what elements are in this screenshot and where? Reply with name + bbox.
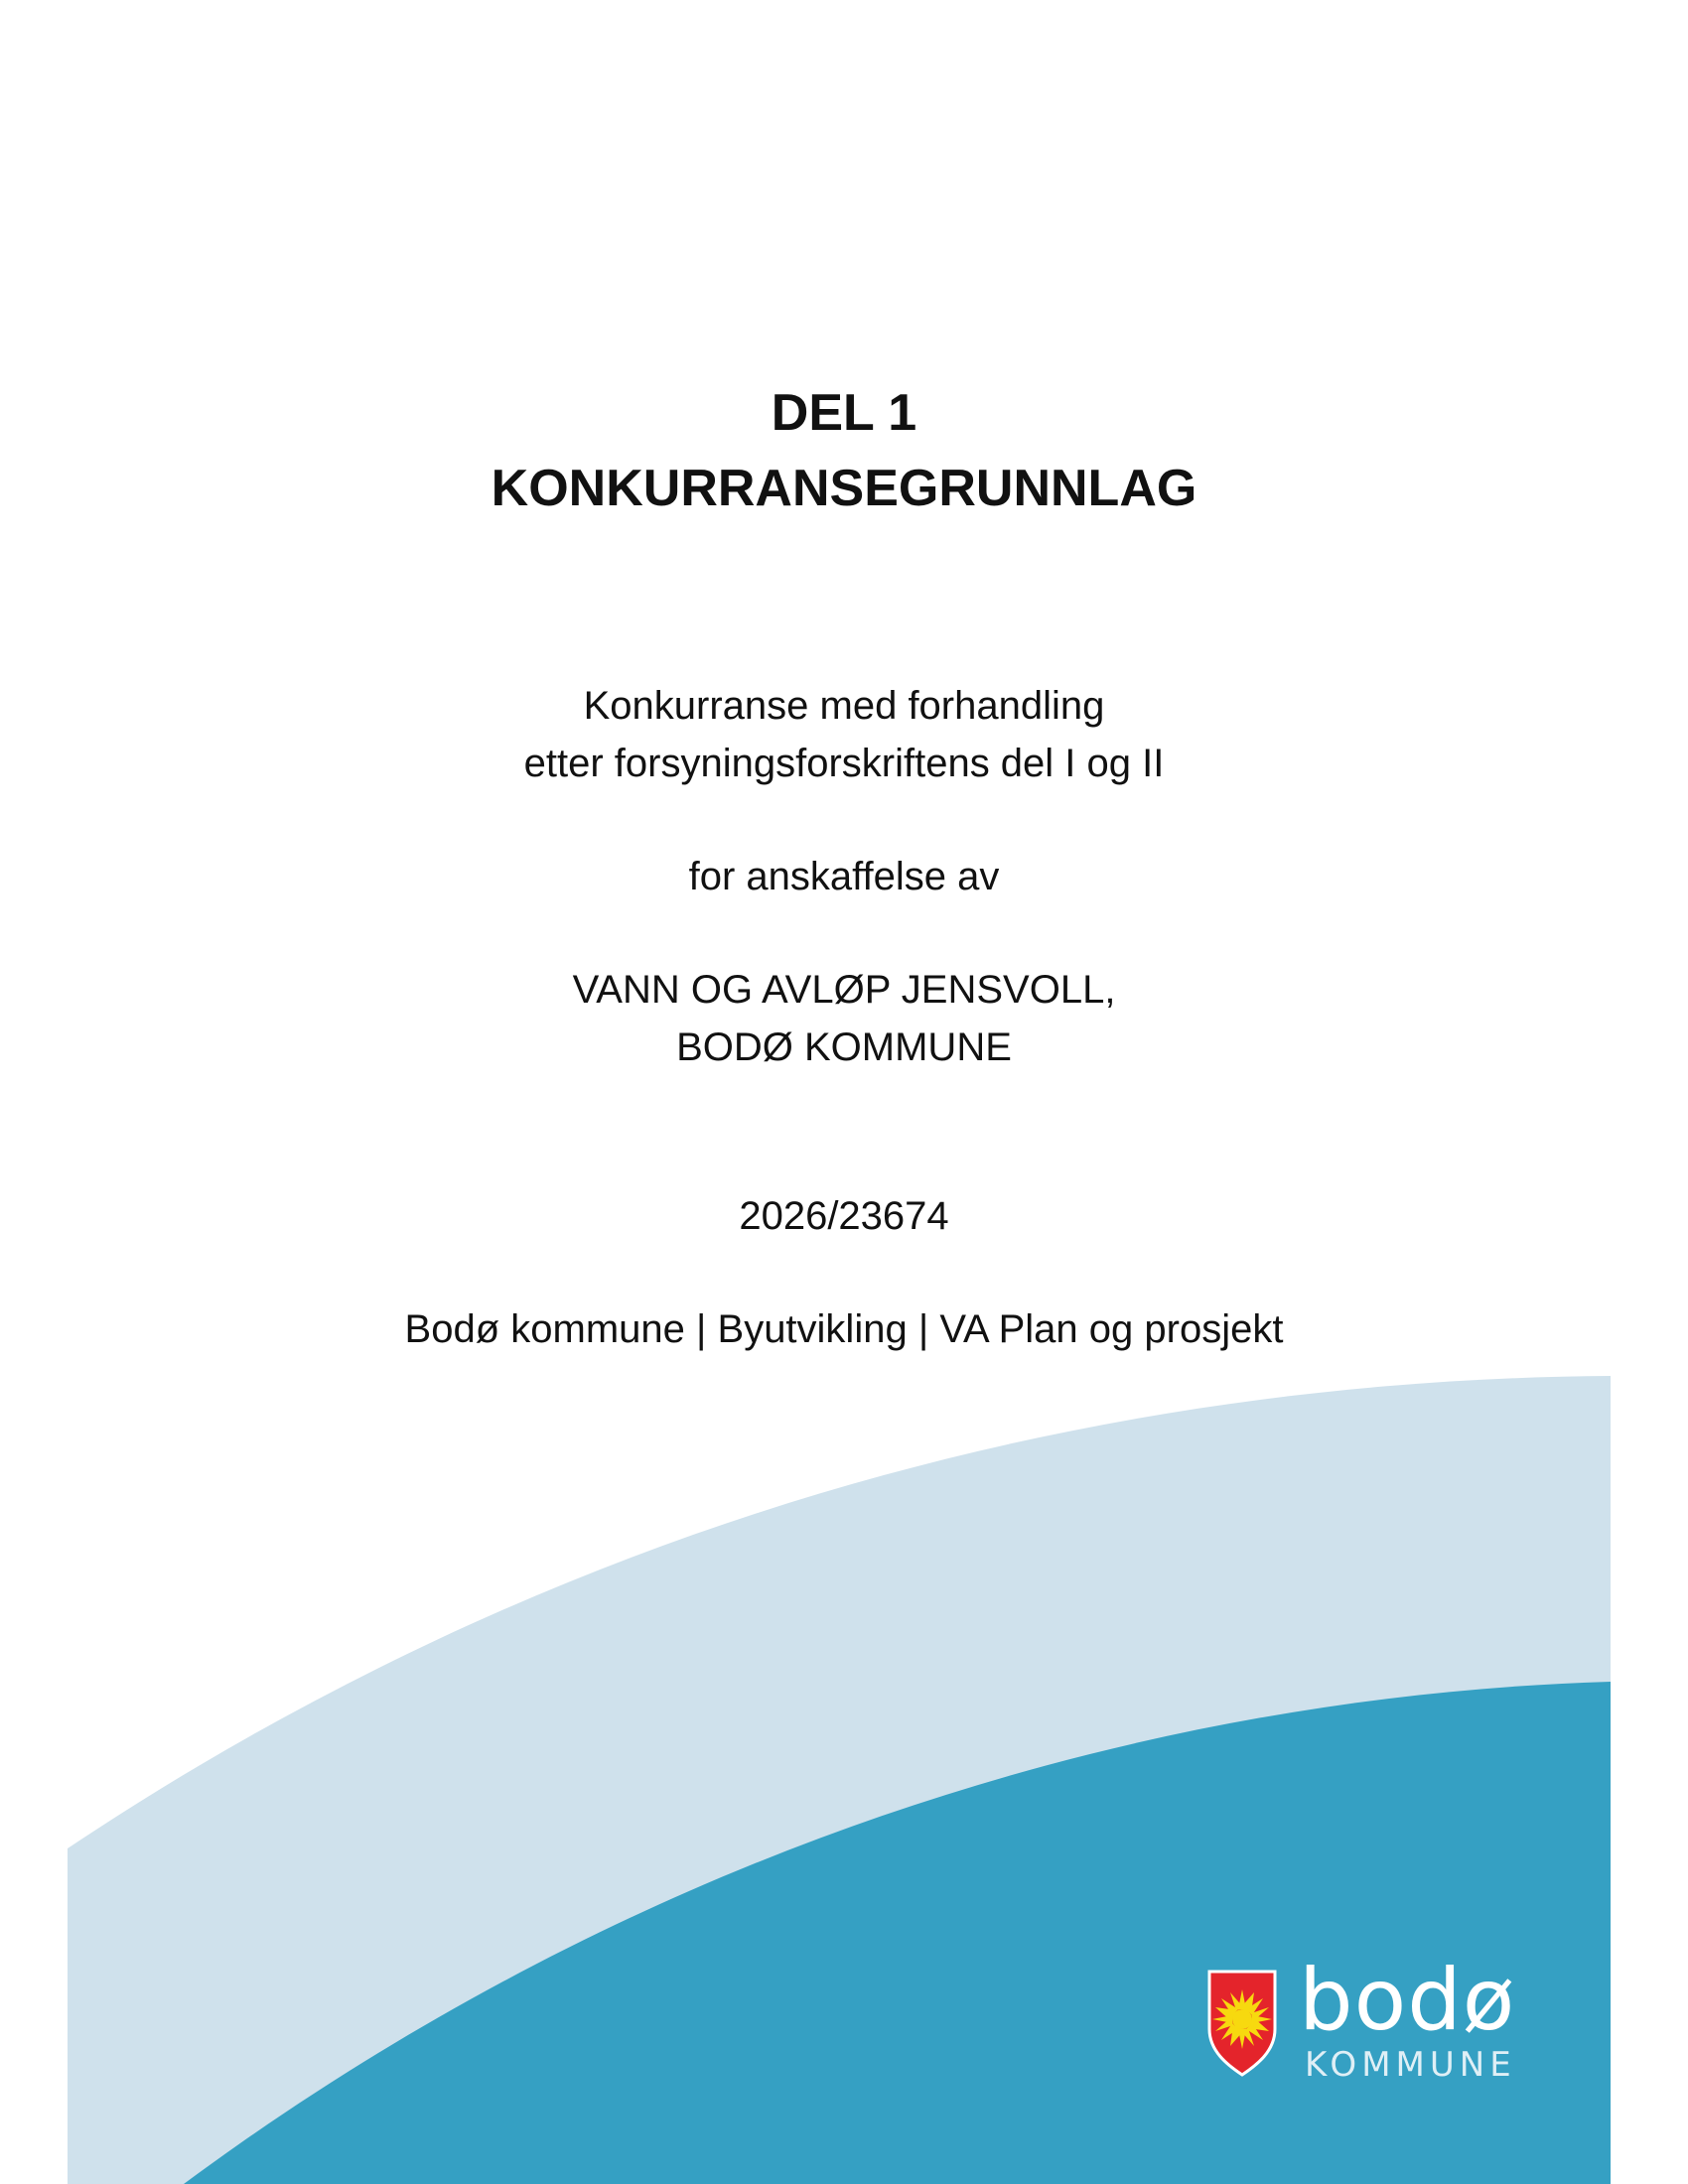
department-text: Bodø kommune | Byutvikling | VA Plan og prosjekt — [404, 1307, 1284, 1351]
document-title — [0, 375, 1688, 526]
bodo-sun-shield-icon — [1207, 1970, 1277, 2077]
title-line-2: KONKURRANSEGRUNNLAG — [491, 460, 1197, 517]
subtitle-line-2: etter forsyningsforskriftens del I og II — [523, 742, 1165, 785]
for-line-text: for anskaffelse av — [688, 855, 1000, 898]
title-line-1: DEL 1 — [771, 384, 917, 442]
bodo-kommune-logo — [1207, 1951, 1516, 2089]
logo-subtext: KOMMUNE — [1305, 2045, 1516, 2085]
procurement-intro — [0, 848, 1688, 905]
logo-wordmark: bodø — [1299, 1951, 1516, 2050]
project-line-1: VANN OG AVLØP JENSVOLL, — [572, 968, 1116, 1012]
procedure-description — [0, 677, 1688, 792]
project-line-2: BODØ KOMMUNE — [676, 1025, 1012, 1069]
department-line — [0, 1300, 1688, 1358]
case-number — [0, 1187, 1688, 1245]
case-number-text: 2026/23674 — [739, 1194, 949, 1238]
project-name — [0, 961, 1688, 1076]
subtitle-line-1: Konkurranse med forhandling — [583, 684, 1105, 728]
